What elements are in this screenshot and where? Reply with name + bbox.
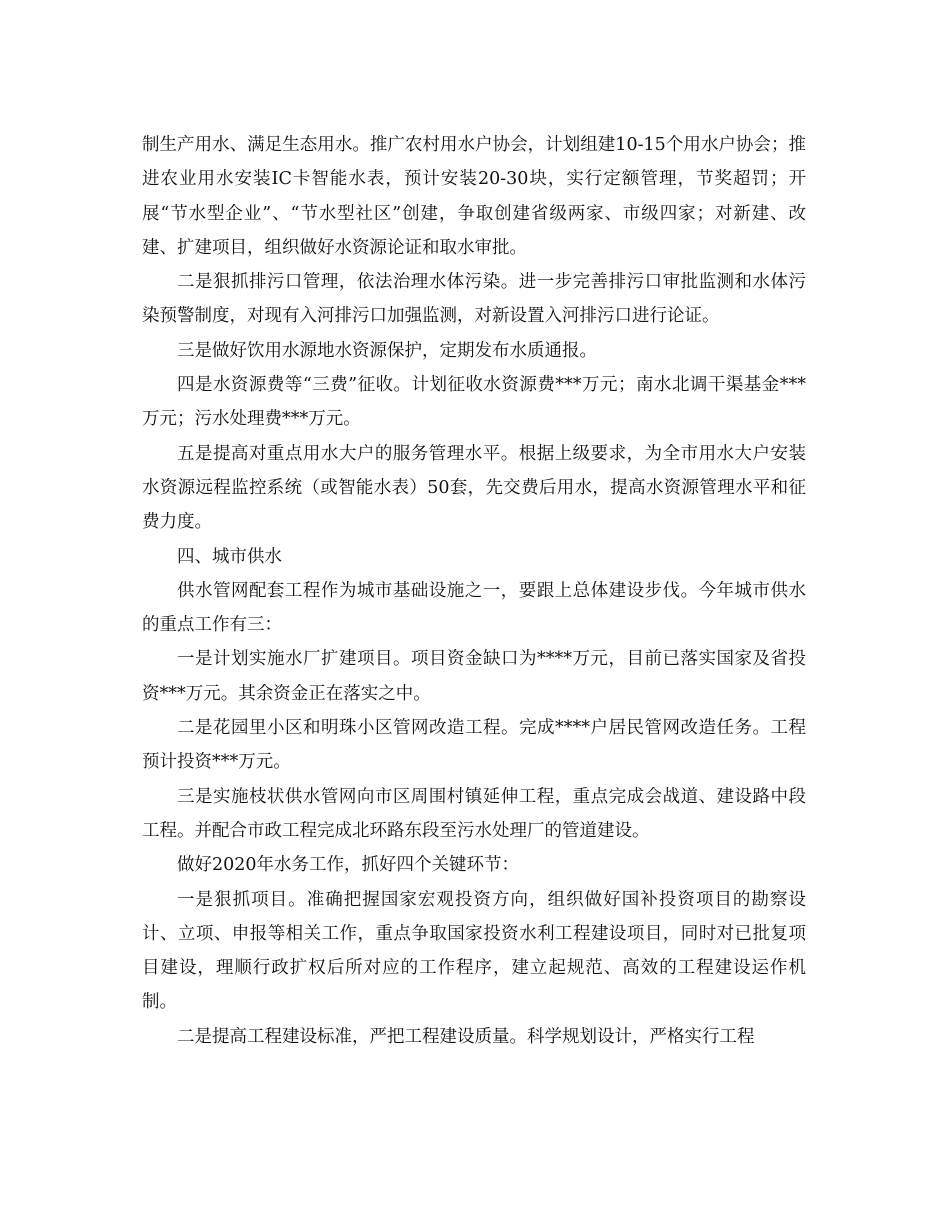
paragraph-9: 二是花园里小区和明珠小区管网改造工程。完成****户居民管网改造任务。工程预计投资***万元。 — [142, 718, 806, 773]
paragraph-5: 五是提高对重点用水大户的服务管理水平。根据上级要求，为全市用水大户安装水资源远程监控系统（或智能水表）50套，先交费后用水，提高水资源管理水平和征费力度。 — [142, 443, 806, 533]
paragraph-4: 四是水资源费等“三费”征收。计划征收水资源费***万元；南水北调干渠基金***万元；污水处理费***万元。 — [142, 375, 806, 430]
paragraph-10: 三是实施枝状供水管网向市区周围村镇延伸工程，重点完成会战道、建设路中段工程。并配合市政工程完成北环路东段至污水处理厂的管道建设。 — [142, 786, 806, 841]
paragraph-7: 供水管网配套工程作为城市基础设施之一，要跟上总体建设步伐。今年城市供水的重点工作有三： — [142, 580, 806, 636]
document-page — [142, 128, 806, 1054]
paragraph-3: 三是做好饮用水源地水资源保护，定期发布水质通报。 — [177, 340, 597, 361]
paragraph-11: 做好2020年水务工作，抓好四个关键环节： — [177, 855, 520, 876]
paragraph-12: 一是狠抓项目。准确把握国家宏观投资方向，组织做好国补投资项目的勘察设计、立项、申报等相关工作，重点争取国家投资水利工程建设项目，同时对已批复项目建设，理顺行政扩权后所对应的工作程序，建立起规范、高效的工程建设运作机制。 — [142, 889, 806, 1013]
paragraph-1: 制生产用水、满足生态用水。推广农村用水户协会，计划组建10-15个用水户协会；推进农业用水安装IC卡智能水表，预计安装20-30块，实行定额管理，节奖超罚；开展“节水型企业”、“节水型社区”创建，争取创建省级两家、市级四家；对新建、改建、扩建项目，组织做好水资源论证和取水审批。 — [142, 135, 806, 258]
section-heading-city-water-supply: 四、城市供水 — [177, 546, 282, 567]
paragraph-13: 二是提高工程建设标准，严把工程建设质量。科学规划设计，严格实行工程 — [177, 1026, 755, 1047]
paragraph-2: 二是狠抓排污口管理，依法治理水体污染。进一步完善排污口审批监测和水体污染预警制度，对现有入河排污口加强监测，对新设置入河排污口进行论证。 — [142, 272, 806, 327]
paragraph-8: 一是计划实施水厂扩建项目。项目资金缺口为****万元，目前已落实国家及省投资***万元。其余资金正在落实之中。 — [142, 649, 806, 704]
